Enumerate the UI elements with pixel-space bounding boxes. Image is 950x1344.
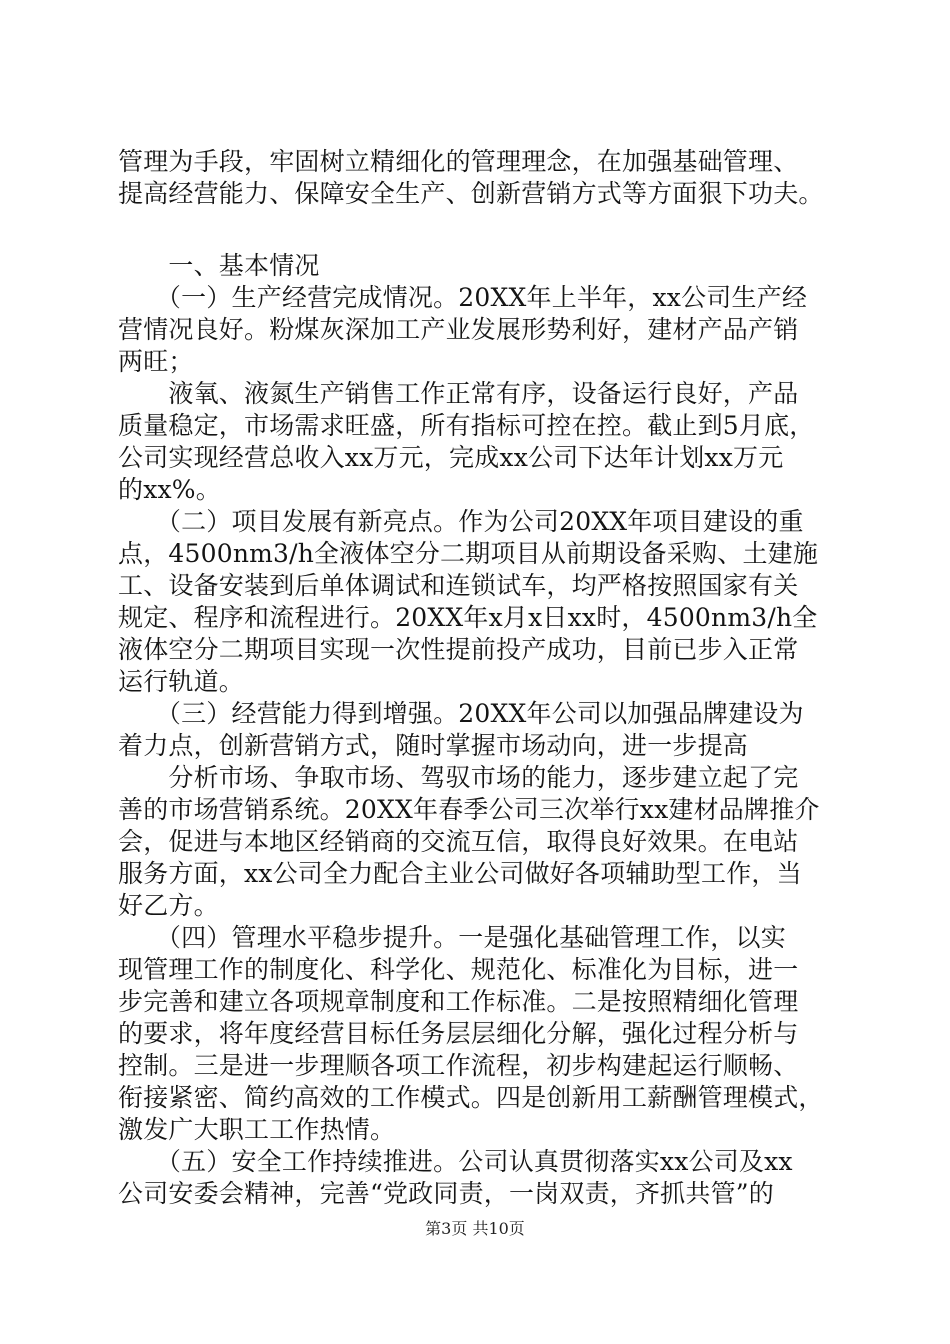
text-line: 步完善和建立各项规章制度和工作标准。二是按照精细化管理 [118,987,799,1016]
text-line: 两旺； [118,347,194,376]
text-line: 工、设备安装到后单体调试和连锁试车，均严格按照国家有关 [118,571,799,600]
text-line: 好乙方。 [118,891,219,920]
document-body [118,146,836,1210]
text-line: 点，4500nm3/h全液体空分二期项目从前期设备采购、土建施 [118,539,819,568]
text-line: 衔接紧密、简约高效的工作模式。四是创新用工薪酬管理模式， [118,1083,824,1112]
text-line: 服务方面，xx公司全力配合主业公司做好各项辅助型工作，当 [118,859,802,888]
text-line: 公司安委会精神，完善“党政同责，一岗双责，齐抓共管”的 [118,1179,774,1208]
text-line: 规定、程序和流程进行。20XX年x月x日xx时，4500nm3/h全 [118,603,818,632]
text-line: 控制。三是进一步理顺各项工作流程，初步构建起运行顺畅、 [118,1051,799,1080]
text-line: （一）生产经营完成情况。20XX年上半年，xx公司生产经 [118,283,808,312]
text-line: 着力点，创新营销方式，随时掌握市场动向，进一步提高 [118,731,749,760]
text-line: （四）管理水平稳步提升。一是强化基础管理工作，以实 [118,923,786,952]
text-line: 液体空分二期项目实现一次性提前投产成功，目前已步入正常 [118,635,799,664]
text-line: 激发广大职工工作热情。 [118,1115,396,1144]
text-line: 会，促进与本地区经销商的交流互信，取得良好效果。在电站 [118,827,799,856]
text-line: 营情况良好。粉煤灰深加工产业发展形势利好，建材产品产销 [118,315,799,344]
text-line: 管理为手段，牢固树立精细化的管理理念，在加强基础管理、 [118,147,799,176]
text-line: 公司实现经营总收入xx万元，完成xx公司下达年计划xx万元 [118,443,784,472]
text-line: 现管理工作的制度化、科学化、规范化、标准化为目标，进一 [118,955,799,984]
text-line: （五）安全工作持续推进。公司认真贯彻落实xx公司及xx [118,1147,793,1176]
text-line: 液氧、液氮生产销售工作正常有序，设备运行良好，产品 [118,379,799,408]
section-heading: 一、基本情况 [118,251,320,280]
text-line: 提高经营能力、保障安全生产、创新营销方式等方面狠下功夫。 [118,179,824,208]
text-line: 善的市场营销系统。20XX年春季公司三次举行xx建材品牌推介 [118,795,820,824]
text-line: 分析市场、争取市场、驾驭市场的能力，逐步建立起了完 [118,763,799,792]
text-line: （二）项目发展有新亮点。作为公司20XX年项目建设的重 [118,507,804,536]
text-line: （三）经营能力得到增强。20XX年公司以加强品牌建设为 [118,699,804,728]
text-line: 的xx%。 [118,475,221,504]
page-number-footer: 第3页 共10页 [425,1219,525,1238]
text-line: 运行轨道。 [118,667,245,696]
text-line: 的要求，将年度经营目标任务层层细化分解，强化过程分析与 [118,1019,799,1048]
text-line: 质量稳定，市场需求旺盛，所有指标可控在控。截止到5月底， [118,411,815,440]
